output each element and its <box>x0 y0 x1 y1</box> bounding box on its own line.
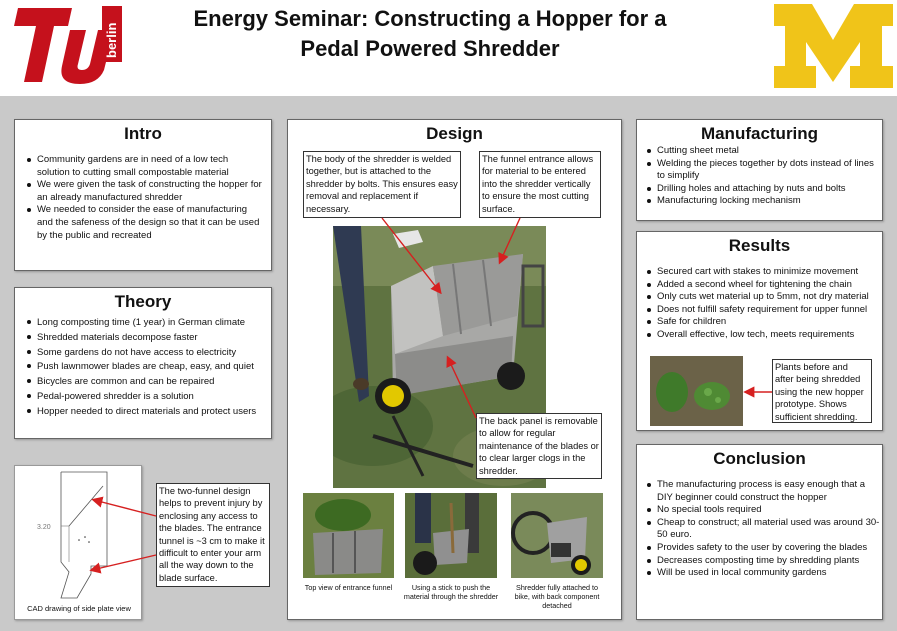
design-body-callout: The body of the shredder is welded together, but is attached to the shredder by bolts. This ensures easy removal and replacement if necessary. <box>303 151 461 218</box>
list-item: Long composting time (1 year) in German climate <box>23 316 263 331</box>
cad-caption: CAD drawing of side plate view <box>27 604 131 613</box>
conclusion-panel <box>636 444 883 620</box>
title-line-2: Pedal Powered Shredder <box>300 36 560 61</box>
conclusion-heading: Conclusion <box>713 449 806 468</box>
list-item: Cheap to construct; all material used was around 30-50 euro. <box>643 517 880 542</box>
list-item: Bicycles are common and can be repaired <box>23 375 263 390</box>
list-item: Overall effective, low tech, meets requirements <box>643 329 880 342</box>
list-item: Community gardens are in need of a low tech solution to cutting small compostable material <box>23 154 263 179</box>
stick-push-caption: Using a stick to push the material through the shredder <box>403 583 499 601</box>
bike-attached-caption: Shredder fully attached to bike, with back component detached <box>514 583 600 610</box>
list-item: Manufacturing locking mechanism <box>643 195 878 208</box>
list-item: Will be used in local community gardens <box>643 567 880 580</box>
intro-heading: Intro <box>124 124 162 143</box>
cad-callout: The two-funnel design helps to prevent injury by enclosing any access to the blades. The entrance tunnel is ~3 cm to make it difficult to enter your arm all the way down to the blade surface. <box>156 483 270 587</box>
manufacturing-panel <box>636 119 883 221</box>
list-item: Pedal-powered shredder is a solution <box>23 390 263 405</box>
list-item: Hopper needed to direct materials and protect users <box>23 405 263 420</box>
results-heading: Results <box>728 236 791 255</box>
list-item: Decreases composting time by shredding plants <box>643 555 880 568</box>
cad-dimension-label: 3.20 <box>37 524 51 531</box>
list-item: Does not fulfill safety requirement for upper funnel <box>643 304 880 317</box>
list-item: Added a second wheel for tightening the chain <box>643 279 880 292</box>
list-item: We were given the task of constructing the hopper for an already manufactured shredder <box>23 179 263 204</box>
list-item: Some gardens do not have access to electricity <box>23 346 263 361</box>
bike-attached-photo <box>511 493 603 578</box>
list-item: Shredded materials decompose faster <box>23 331 263 346</box>
list-item: Safe for children <box>643 316 880 329</box>
list-item: Welding the pieces together by dots instead of lines to simplify <box>643 158 878 183</box>
design-back-panel-callout: The back panel is removable to allow for regular maintenance of the blades or to clear larger clogs in the shredder. <box>476 413 602 479</box>
theory-list <box>23 316 263 420</box>
cad-panel <box>14 465 142 620</box>
list-item: The manufacturing process is easy enough that a DIY beginner could construct the hopper <box>643 479 880 504</box>
stick-push-photo <box>405 493 497 578</box>
list-item: Drilling holes and attaching by nuts and bolts <box>643 183 878 196</box>
list-item: We needed to consider the ease of manufacturing and the safeness of the design so that it can be used by the public and recreated <box>23 204 263 242</box>
manufacturing-list <box>643 145 878 208</box>
list-item: Secured cart with stakes to minimize movement <box>643 266 880 279</box>
intro-list <box>23 154 263 242</box>
intro-panel <box>14 119 272 271</box>
conclusion-list <box>643 479 880 580</box>
funnel-top-caption: Top view of entrance funnel <box>304 583 393 592</box>
title-line-1: Energy Seminar: Constructing a Hopper for a <box>193 6 667 31</box>
results-plants-callout: Plants before and after being shredded using the new hopper prototype. Shows sufficient shredding. <box>772 359 872 423</box>
michigan-block-m-logo <box>770 0 897 92</box>
funnel-top-photo <box>303 493 394 578</box>
list-item: Only cuts wet material up to 5mm, not dry material <box>643 291 880 304</box>
design-funnel-callout: The funnel entrance allows for material to be entered into the shredder vertically to ensure the most cutting surface. <box>479 151 601 218</box>
results-list <box>643 266 880 342</box>
tu-berlin-logo <box>12 4 124 84</box>
manufacturing-heading: Manufacturing <box>700 124 819 143</box>
theory-heading: Theory <box>114 292 172 311</box>
tu-logo-text: berlin <box>104 22 119 58</box>
theory-panel <box>14 287 272 439</box>
list-item: Cutting sheet metal <box>643 145 878 158</box>
shredded-plants-photo <box>650 356 743 426</box>
list-item: No special tools required <box>643 504 880 517</box>
poster-header <box>0 0 897 96</box>
cad-drawing <box>15 466 143 601</box>
list-item: Provides safety to the user by covering the blades <box>643 542 880 555</box>
list-item: Push lawnmower blades are cheap, easy, and quiet <box>23 360 263 375</box>
design-heading: Design <box>426 124 483 143</box>
poster-title <box>150 4 710 64</box>
